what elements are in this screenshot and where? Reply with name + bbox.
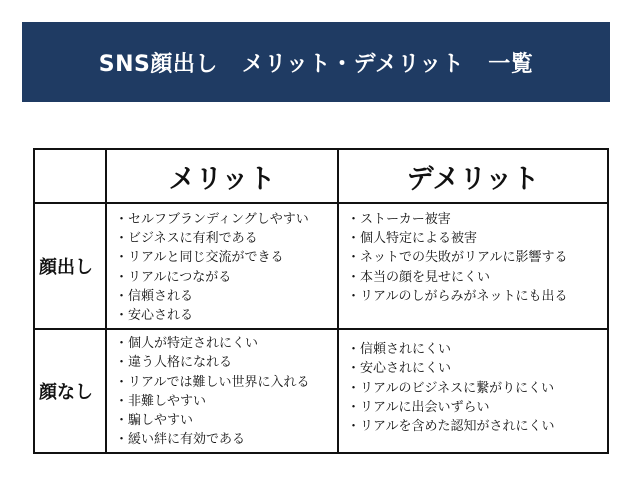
list-item: ・ 本当の顔を見せにくい	[347, 268, 603, 287]
list-item: ・ 非難しやすい	[115, 392, 333, 411]
list-item: ・ 騙しやすい	[115, 411, 333, 430]
demerits-face-shown	[338, 203, 608, 329]
list-item: ・ 信頼されにくい	[347, 340, 603, 359]
list-item: ・ リアルのビジネスに繋がりにくい	[347, 379, 603, 398]
list-item: ・ リアルに出会いずらい	[347, 398, 603, 417]
header-row	[34, 149, 608, 203]
row-header-no-face: 顔なし	[34, 329, 106, 453]
merits-no-face	[106, 329, 338, 453]
row-header-face-shown: 顔出し	[34, 203, 106, 329]
list-item: ・ リアルと同じ交流ができる	[115, 248, 333, 267]
list-item: ・ 信頼される	[115, 287, 333, 306]
demerit-column-header: デメリット	[338, 149, 608, 203]
comparison-table	[33, 148, 609, 454]
list-item: ・ 緩い絆に有効である	[115, 430, 333, 449]
list-item: ・ ネットでの失敗がリアルに影響する	[347, 248, 603, 267]
merits-face-shown	[106, 203, 338, 329]
list-item: ・ リアルのしがらみがネットにも出る	[347, 287, 603, 306]
list-item: ・ 安心される	[115, 306, 333, 325]
list-item: ・ ビジネスに有利である	[115, 229, 333, 248]
title-banner	[22, 22, 610, 102]
demerits-no-face	[338, 329, 608, 453]
list-item: ・ 違う人格になれる	[115, 353, 333, 372]
list-item: ・ リアルでは難しい世界に入れる	[115, 373, 333, 392]
list-item: ・ セルフブランディングしやすい	[115, 210, 333, 229]
title-part-merit-demerit: メリット・デメリット	[241, 51, 465, 77]
list-item: ・ リアルにつながる	[115, 268, 333, 287]
title-part-sns: SNS顔出し	[98, 51, 218, 77]
list-item: ・ 個人が特定されにくい	[115, 334, 333, 353]
list-item: ・ 安心されにくい	[347, 359, 603, 378]
list-item: ・ ストーカー被害	[347, 210, 603, 229]
table-row-face-shown	[34, 203, 608, 329]
merit-column-header: メリット	[106, 149, 338, 203]
table-row-no-face	[34, 329, 608, 453]
title-part-list: 一覧	[488, 51, 534, 77]
list-item: ・ リアルを含めた認知がされにくい	[347, 417, 603, 436]
corner-cell	[34, 149, 106, 203]
list-item: ・ 個人特定による被害	[347, 229, 603, 248]
